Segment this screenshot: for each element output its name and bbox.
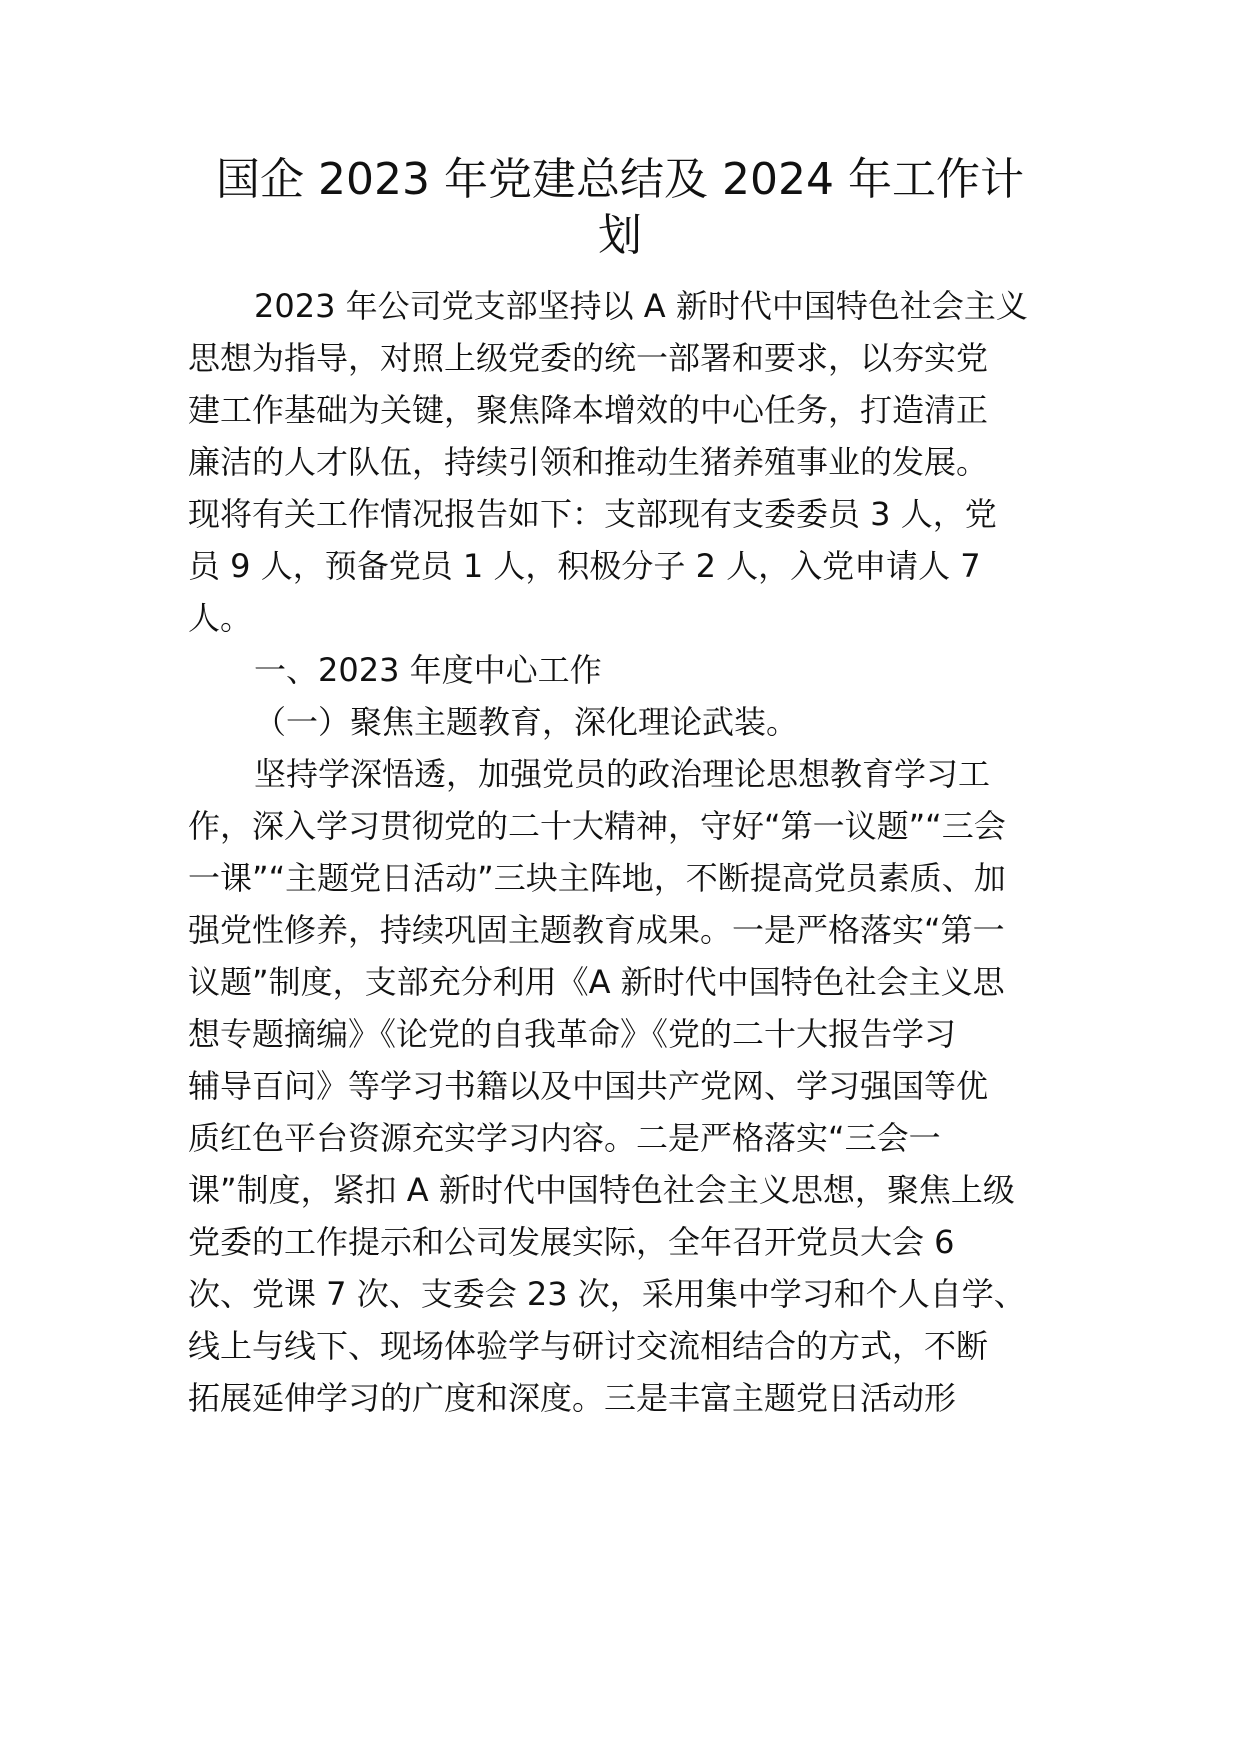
paragraph-line: 员 9 人，预备党员 1 人，积极分子 2 人，入党申请人 7 [188,547,981,585]
paragraph-line: 坚持学深悟透，加强党员的政治理论思想教育学习工 [254,755,991,793]
paragraph-line: 人。 [188,599,253,637]
paragraph-line: 强党性修养，持续巩固主题教育成果。一是严格落实“第一 [188,911,1005,949]
paragraph-line: 拓展延伸学习的广度和深度。三是丰富主题党日活动形 [188,1379,957,1417]
paragraph-line: 现将有关工作情况报告如下：支部现有支委委员 3 人，党 [188,495,997,533]
paragraph-line: 一课”“主题党日活动”三块主阵地，不断提高党员素质、加 [188,859,1006,897]
paragraph-line: 质红色平台资源充实学习内容。二是严格落实“三会一 [188,1119,941,1157]
paragraph-line: 廉洁的人才队伍，持续引领和推动生猪养殖事业的发展。 [188,443,989,481]
paragraph-line: 2023 年公司党支部坚持以 A 新时代中国特色社会主义 [254,287,1028,325]
paragraph-line: 想专题摘编》《论党的自我革命》《党的二十大报告学习 [188,1015,957,1053]
document-title-line-2: 划 [598,210,642,261]
paragraph-line: 党委的工作提示和公司发展实际，全年召开党员大会 6 [188,1223,955,1261]
document-title-line-1: 国企 2023 年党建总结及 2024 年工作计 [216,154,1024,205]
subsection-heading: （一）聚焦主题教育，深化理论武装。 [254,703,799,741]
paragraph-line: 建工作基础为关键，聚焦降本增效的中心任务，打造清正 [188,391,989,429]
paragraph-line: 线上与线下、现场体验学与研讨交流相结合的方式，不断 [188,1327,989,1365]
paragraph-line: 作，深入学习贯彻党的二十大精神，守好“第一议题”“三会 [188,807,1006,845]
paragraph-line: 辅导百问》等学习书籍以及中国共产党网、学习强国等优 [188,1067,989,1105]
paragraph-line: 思想为指导，对照上级党委的统一部署和要求，以夯实党 [188,339,989,377]
section-heading: 一、2023 年度中心工作 [254,651,602,689]
paragraph-line: 课”制度，紧扣 A 新时代中国特色社会主义思想，聚焦上级 [188,1171,1015,1209]
paragraph-line: 次、党课 7 次、支委会 23 次，采用集中学习和个人自学、 [188,1275,1026,1313]
paragraph-line: 议题”制度，支部充分利用《A 新时代中国特色社会主义思 [188,963,1005,1001]
